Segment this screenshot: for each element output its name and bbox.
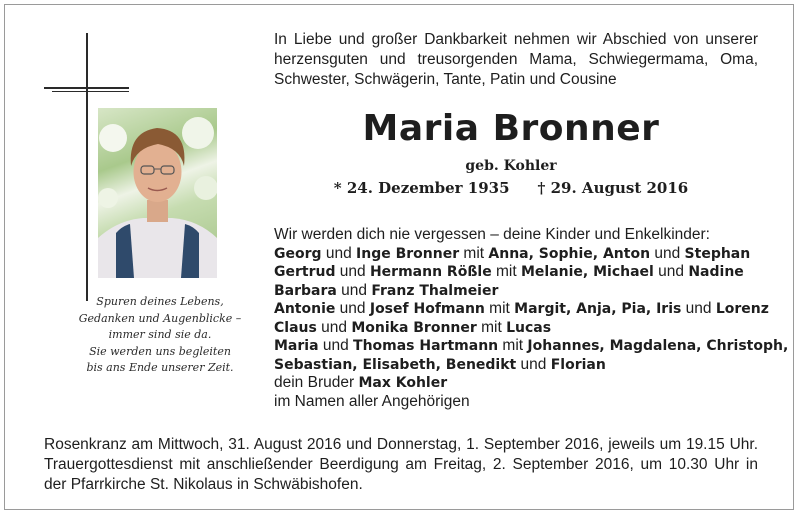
family-line	[274, 300, 769, 319]
portrait-illustration	[98, 108, 217, 278]
family-name: Thomas Hartmann	[353, 338, 499, 354]
family-name: Johannes, Magdalena, Christoph,	[527, 338, 789, 354]
family-name: Anna, Sophie, Anton	[488, 245, 651, 262]
life-dates	[274, 179, 748, 197]
family-text: und	[516, 355, 551, 373]
service-line: Rosenkranz am Mittwoch, 31. August 2016 und Donnerstag, 1. September 2016, jeweils um 19.15 Uhr.	[44, 436, 758, 453]
family-text: und	[335, 263, 370, 280]
family-text: und	[650, 244, 685, 262]
family-name: Stephan	[684, 245, 751, 262]
family-name: Maria	[274, 338, 319, 354]
poem-line: Spuren deines Lebens,	[96, 295, 224, 308]
family-line	[274, 356, 758, 375]
family-text: mit	[491, 263, 521, 280]
family-text: und	[653, 263, 689, 280]
family-text: und	[321, 244, 357, 262]
family-text: mit	[459, 244, 489, 262]
family-name: Franz Thalmeier	[371, 282, 499, 299]
family-name: Antonie	[274, 301, 336, 317]
family-name: Claus	[274, 319, 317, 336]
family-text: und	[335, 300, 370, 317]
family-name: Georg	[274, 245, 322, 262]
family-name: Nadine	[688, 264, 744, 280]
family-name: Melanie, Michael	[520, 264, 654, 280]
family-text: mit	[484, 300, 515, 317]
family-name: Florian	[550, 356, 606, 373]
family-name: Monika Bronner	[351, 319, 477, 336]
family-name: Hermann Rößle	[369, 264, 492, 280]
intro-text	[274, 30, 758, 90]
family-list	[274, 226, 789, 411]
family-name: Josef Hofmann	[369, 301, 485, 317]
family-line	[274, 245, 758, 264]
memorial-poem	[60, 294, 260, 377]
family-text: mit	[476, 318, 507, 336]
family-text: und	[316, 318, 352, 336]
family-line	[274, 374, 758, 393]
intro-line: In Liebe und großer Dankbarkeit nehmen wir Abschied von unserer	[274, 31, 758, 48]
intro-line: Schwester, Schwägerin, Tante, Patin und Cousine	[274, 71, 617, 88]
birth-date: * 24. Dezember 1935	[333, 179, 510, 197]
family-intro: Wir werden dich nie vergessen – deine Kinder und Enkelkinder:	[274, 226, 710, 243]
family-name: Gertrud	[274, 264, 336, 280]
portrait-photo	[98, 108, 217, 278]
family-name: Barbara	[274, 282, 337, 299]
poem-line: bis ans Ende unserer Zeit.	[86, 361, 234, 374]
family-name: Max Kohler	[358, 375, 448, 391]
family-closing: im Namen aller Angehörigen	[274, 392, 470, 410]
family-line	[274, 263, 758, 282]
family-name: Lorenz	[715, 301, 769, 317]
family-name: Margit, Anja, Pia, Iris	[514, 301, 682, 317]
poem-line: immer sind sie da.	[108, 328, 212, 341]
intro-line: herzensguten und treusorgenden Mama, Schwiegermama, Oma,	[274, 51, 758, 68]
family-name: Lucas	[506, 319, 552, 336]
family-line	[274, 337, 789, 356]
family-name: Sebastian, Elisabeth, Benedikt	[274, 356, 517, 373]
service-line: Trauergottesdienst mit anschließender Beerdigung am Freitag, 2. September 2016, um 10.30 Uhr in	[44, 456, 758, 473]
family-text: und	[318, 337, 354, 354]
family-text: und	[681, 300, 716, 317]
family-line	[274, 282, 758, 301]
service-info	[44, 435, 758, 495]
death-date: † 29. August 2016	[537, 179, 689, 197]
family-text: dein Bruder	[274, 374, 359, 391]
poem-line: Gedanken und Augenblicke –	[78, 311, 242, 325]
born-name: geb. Kohler	[465, 158, 557, 174]
family-name: Inge Bronner	[356, 245, 460, 262]
deceased-name: Maria Bronner	[362, 108, 660, 149]
family-text: und	[336, 281, 372, 299]
family-text: mit	[498, 337, 528, 354]
service-line: der Pfarrkirche St. Nikolaus in Schwäbishofen.	[44, 476, 363, 493]
poem-line: Sie werden uns begleiten	[89, 344, 231, 358]
family-line	[274, 319, 758, 338]
